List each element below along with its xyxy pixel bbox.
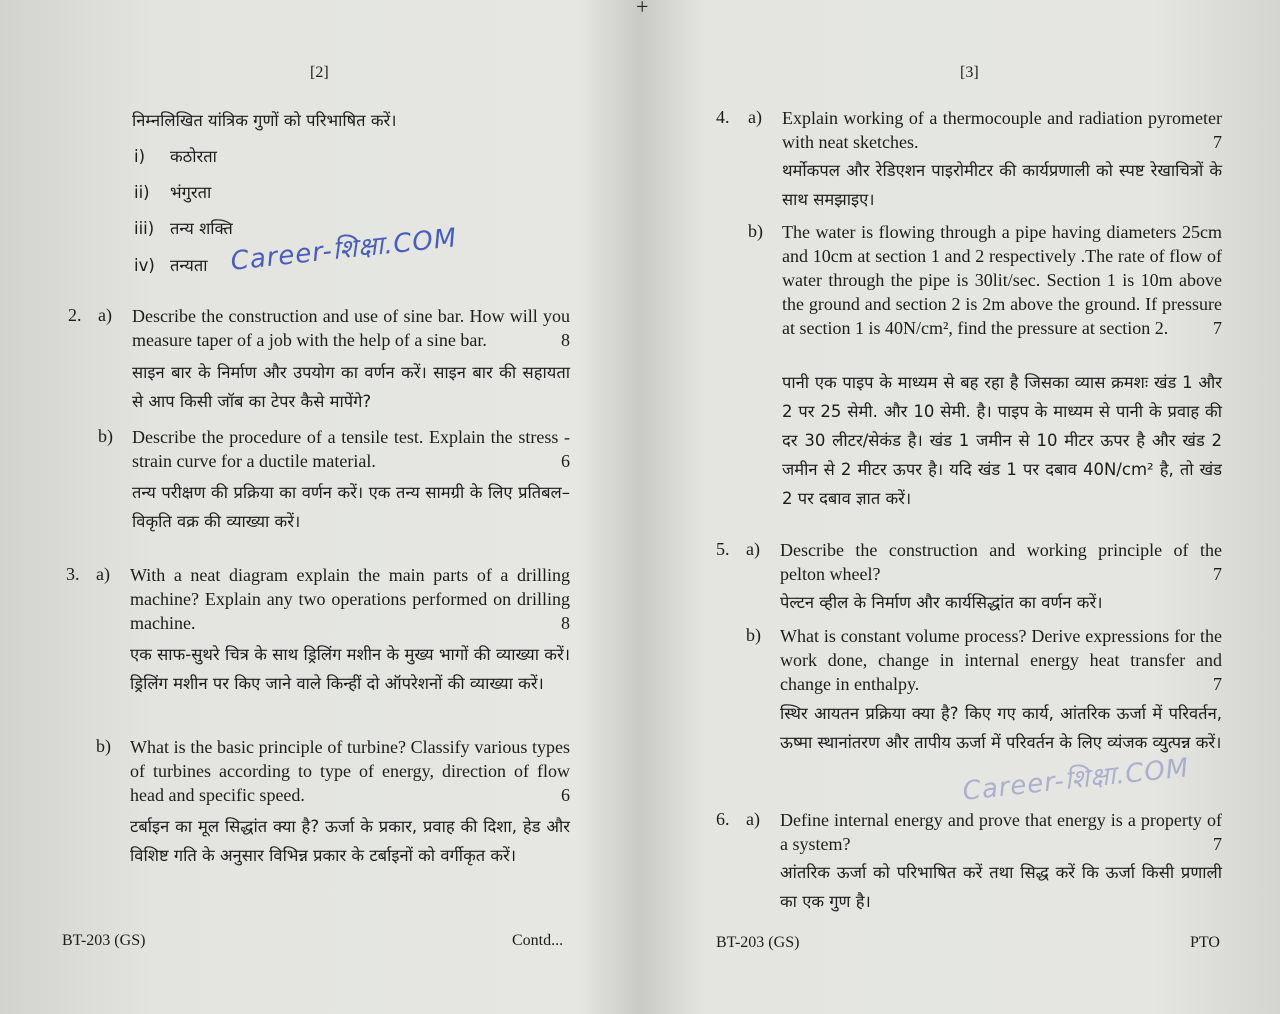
question-number: 3.	[66, 564, 80, 584]
footer-contd: Contd...	[512, 932, 564, 949]
q2b-hindi: तन्य परीक्षण की प्रक्रिया का वर्णन करें। एक तन्य सामग्री के लिए प्रतिबल–विकृति वक्र की व्याख्या करें।	[132, 483, 570, 531]
q2a-hindi: साइन बार के निर्माण और उपयोग का वर्णन करें। साइन बार की सहायता से आप किसी जॉब का टेपर कैसे मापेंगे?	[132, 363, 570, 411]
question-number: 5.	[716, 539, 730, 559]
marks: 7	[1213, 834, 1222, 854]
q4b-hindi: पानी एक पाइप के माध्यम से बह रहा है जिसका व्यास क्रमशः खंड 1 और 2 पर 25 सेमी. और 10 सेमी. है। पाइप के माध्यम से पानी के प्रवाह की दर 30 लीटर/सेकंड है। खंड 1 जमीन से 10 मीटर ऊपर है और खंड 2 जमीन से 2 मीटर ऊपर है। यदि खंड 1 पर दबाव 40N/cm² है, तो खंड 2 पर दबाव ज्ञात करें।	[782, 373, 1222, 508]
marks: 6	[561, 451, 570, 471]
q1-item: iv) तन्यता	[134, 256, 208, 275]
marks: 7	[1213, 318, 1222, 338]
q5a-hindi: पेल्टन व्हील के निर्माण और कार्यसिद्धांत का वर्णन करें।	[780, 593, 1103, 612]
marks: 6	[561, 785, 570, 805]
footer-pto: PTO	[1190, 934, 1220, 951]
q1-item: i) कठोरता	[134, 147, 217, 166]
watermark: Career-शिक्षा.COM	[229, 223, 459, 277]
sub-label: a)	[98, 305, 112, 325]
page-number: [3]	[960, 64, 979, 81]
page-right	[640, 0, 1280, 1014]
sub-label: b)	[96, 736, 111, 756]
sub-label: b)	[98, 426, 113, 446]
question-number: 4.	[716, 107, 730, 127]
q6a-english: Define internal energy and prove that energy is a property of a system? 7	[780, 810, 1222, 854]
sub-label: a)	[748, 107, 762, 127]
q5a-english: Describe the construction and working principle of the pelton wheel? 7	[780, 540, 1222, 584]
q5b-hindi: स्थिर आयतन प्रक्रिया क्या है? किए गए कार्य, आंतरिक ऊर्जा में परिवर्तन, ऊष्मा स्थानांतरण और तापीय ऊर्जा में परिवर्तन के लिए व्यंजक व्युत्पन्न करें।	[780, 704, 1222, 752]
sub-label: a)	[96, 564, 110, 584]
q3a-english: With a neat diagram explain the main parts of a drilling machine? Explain any two operations performed on drilling machine. 8	[130, 565, 570, 633]
footer-code: BT-203 (GS)	[716, 934, 800, 951]
marks: 8	[561, 613, 570, 633]
question-number: 2.	[68, 305, 82, 325]
q1-intro: निम्नलिखित यांत्रिक गुणों को परिभाषित करें।	[132, 111, 397, 130]
q2a-english: Describe the construction and use of sine bar. How will you measure taper of a job with the help of a sine bar. 8	[132, 306, 570, 350]
q3b-english: What is the basic principle of turbine? Classify various types of turbines according to type of energy, direction of flow head and specific speed. 6	[130, 737, 570, 805]
footer-code: BT-203 (GS)	[62, 932, 146, 949]
sub-label: b)	[746, 625, 761, 645]
q4a-english: Explain working of a thermocouple and radiation pyrometer with neat sketches. 7	[782, 108, 1222, 152]
q3b-hindi: टर्बाइन का मूल सिद्धांत क्या है? ऊर्जा के प्रकार, प्रवाह की दिशा, हेड और विशिष्ट गति के अनुसार विभिन्न प्रकार के टर्बाइनों को वर्गीकृत करें।	[130, 817, 570, 865]
watermark: Career-शिक्षा.COM	[961, 753, 1191, 807]
q4b-english: The water is flowing through a pipe having diameters 25cm and 10cm at section 1 and 2 respectively .The rate of flow of water through the pipe is 30lit/sec. Section 1 is 10m above the ground and section 2 is 2m above the ground. If pressure at section 1 is 40N/cm², find the pressure at section 2. 7	[782, 222, 1222, 338]
question-number: 6.	[716, 809, 730, 829]
sub-label: a)	[746, 539, 760, 559]
q1-item: ii) भंगुरता	[134, 183, 212, 202]
q6a-hindi: आंतरिक ऊर्जा को परिभाषित करें तथा सिद्ध करें कि ऊर्जा किसी प्रणाली का एक गुण है।	[780, 863, 1222, 911]
sub-label: b)	[748, 221, 763, 241]
sub-label: a)	[746, 809, 760, 829]
q1-item: iii) तन्य शक्ति	[134, 219, 233, 238]
marks: 7	[1213, 674, 1222, 694]
page-number: [2]	[310, 64, 329, 81]
q4a-hindi: थर्मोकपल और रेडिएशन पाइरोमीटर की कार्यप्रणाली को स्पष्ट रेखाचित्रों के साथ समझाइए।	[782, 161, 1222, 209]
marks: 7	[1213, 564, 1222, 584]
q3a-hindi: एक साफ-सुथरे चित्र के साथ ड्रिलिंग मशीन के मुख्य भागों की व्याख्या करें। ड्रिलिंग मशीन पर किए जाने वाले किन्हीं दो ऑपरेशनों की व्याख्या करें।	[130, 645, 570, 693]
q2b-english: Describe the procedure of a tensile test. Explain the stress -strain curve for a ductile material. 6	[132, 427, 570, 471]
q5b-english: What is constant volume process? Derive expressions for the work done, change in internal energy heat transfer and change in enthalpy. 7	[780, 626, 1222, 694]
marks: 7	[1213, 132, 1222, 152]
marks: 8	[561, 330, 570, 350]
fold-mark: +	[636, 0, 649, 19]
